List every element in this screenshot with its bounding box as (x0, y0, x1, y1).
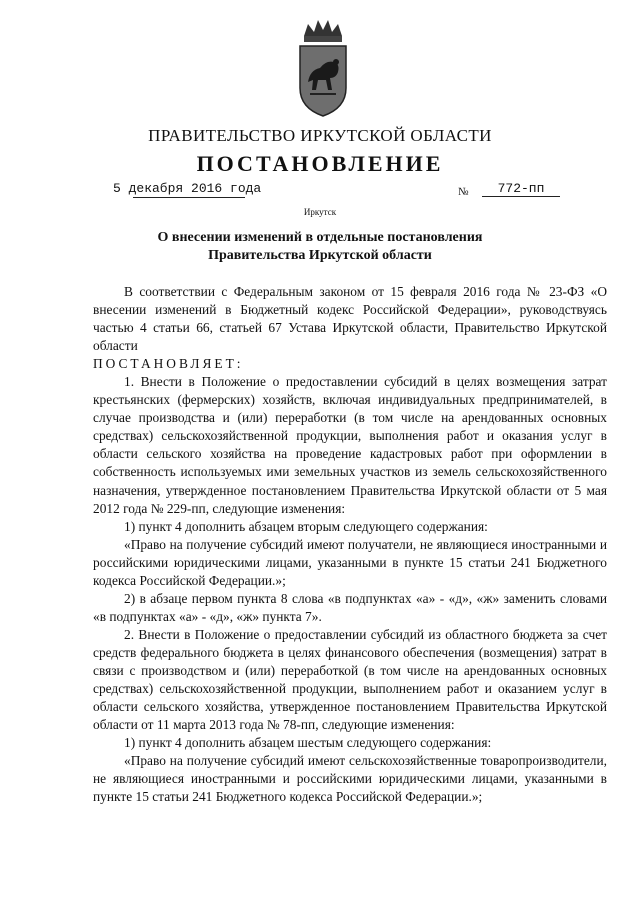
document-date: 5 декабря 2016 года (113, 181, 262, 196)
item-2-1-paragraph: 1) пункт 4 дополнить абзацем шестым следующего содержания: (124, 735, 492, 751)
document-title: О внесении изменений в отдельные постановления Правительства Иркутской области (157, 230, 483, 263)
intro-paragraph: В соответствии с Федеральным законом от 15 февраля 2016 года № 23-ФЗ «О внесении изменений в Бюджетный кодекс Российской Федерации», руководствуясь частью 4 статьи 66, статьей 67 Устава Иркутской области, Правительство Иркутской области (93, 284, 607, 354)
item-1-paragraph: 1. Внести в Положение о предоставлении субсидий в целях возмещения затрат крестьянских (фермерских) хозяйств, включая индивидуальных предпринимателей, в случае производства и (или) переработки (в том числе на арендованных основных средствах) сельскохозяйственной продукции, выполнения работ и оказания услуг в области сельского хозяйства на проведение кадастровых работ при оформлении в собственность используемых ими земельных участков из земель сельскохозяйственного назначения, утвержденное постановлением Правительства Иркутской области от 5 мая 2012 года № 229-пп, следующие изменения: (93, 374, 607, 516)
number-sign: № (458, 186, 469, 198)
document-number: 772-пп (482, 181, 560, 197)
organization-name: ПРАВИТЕЛЬСТВО ИРКУТСКОЙ ОБЛАСТИ (148, 126, 492, 145)
resolve-word: ПОСТАНОВЛЯЕТ: (93, 356, 244, 372)
city-name: Иркутск (303, 207, 337, 217)
item-1-1-paragraph: 1) пункт 4 дополнить абзацем вторым следующего содержания: (124, 518, 488, 534)
document-body (93, 283, 607, 806)
coat-of-arms-icon (296, 16, 350, 118)
item-1-2-paragraph: 2) в абзаце первом пункта 8 слова «в подпунктах «а» - «д», «ж» заменить словами «в подпунктах «а» - «д», «ж» пункта 7». (93, 590, 607, 624)
document-type: ПОСТАНОВЛЕНИЕ (196, 151, 444, 176)
item-2-paragraph: 2. Внести в Положение о предоставлении субсидий из областного бюджета за счет средств федерального бюджета в целях финансового обеспечения (возмещения) затрат в связи с производством и (или) переработкой (в том числе на арендованных основных средствах) сельскохозяйственной продукции, выполнением работ и оказанием услуг в области сельского хозяйства, утвержденное постановлением Правительства Иркутской области от 11 марта 2013 года № 78-пп, следующие изменения: (93, 626, 607, 733)
item-2-1-quote: «Право на получение субсидий имеют сельскохозяйственные товаропроизводители, не являющиеся иностранными и российскими юридическими лицами, указанными в пункте 15 статьи 241 Бюджетного кодекса Российской Федерации.»; (93, 753, 607, 805)
date-underline (133, 197, 245, 198)
item-1-1-quote: «Право на получение субсидий имеют получатели, не являющиеся иностранными и российскими юридическими лицами, указанными в пункте 15 статьи 241 Бюджетного кодекса Российской Федерации.»; (93, 536, 607, 588)
